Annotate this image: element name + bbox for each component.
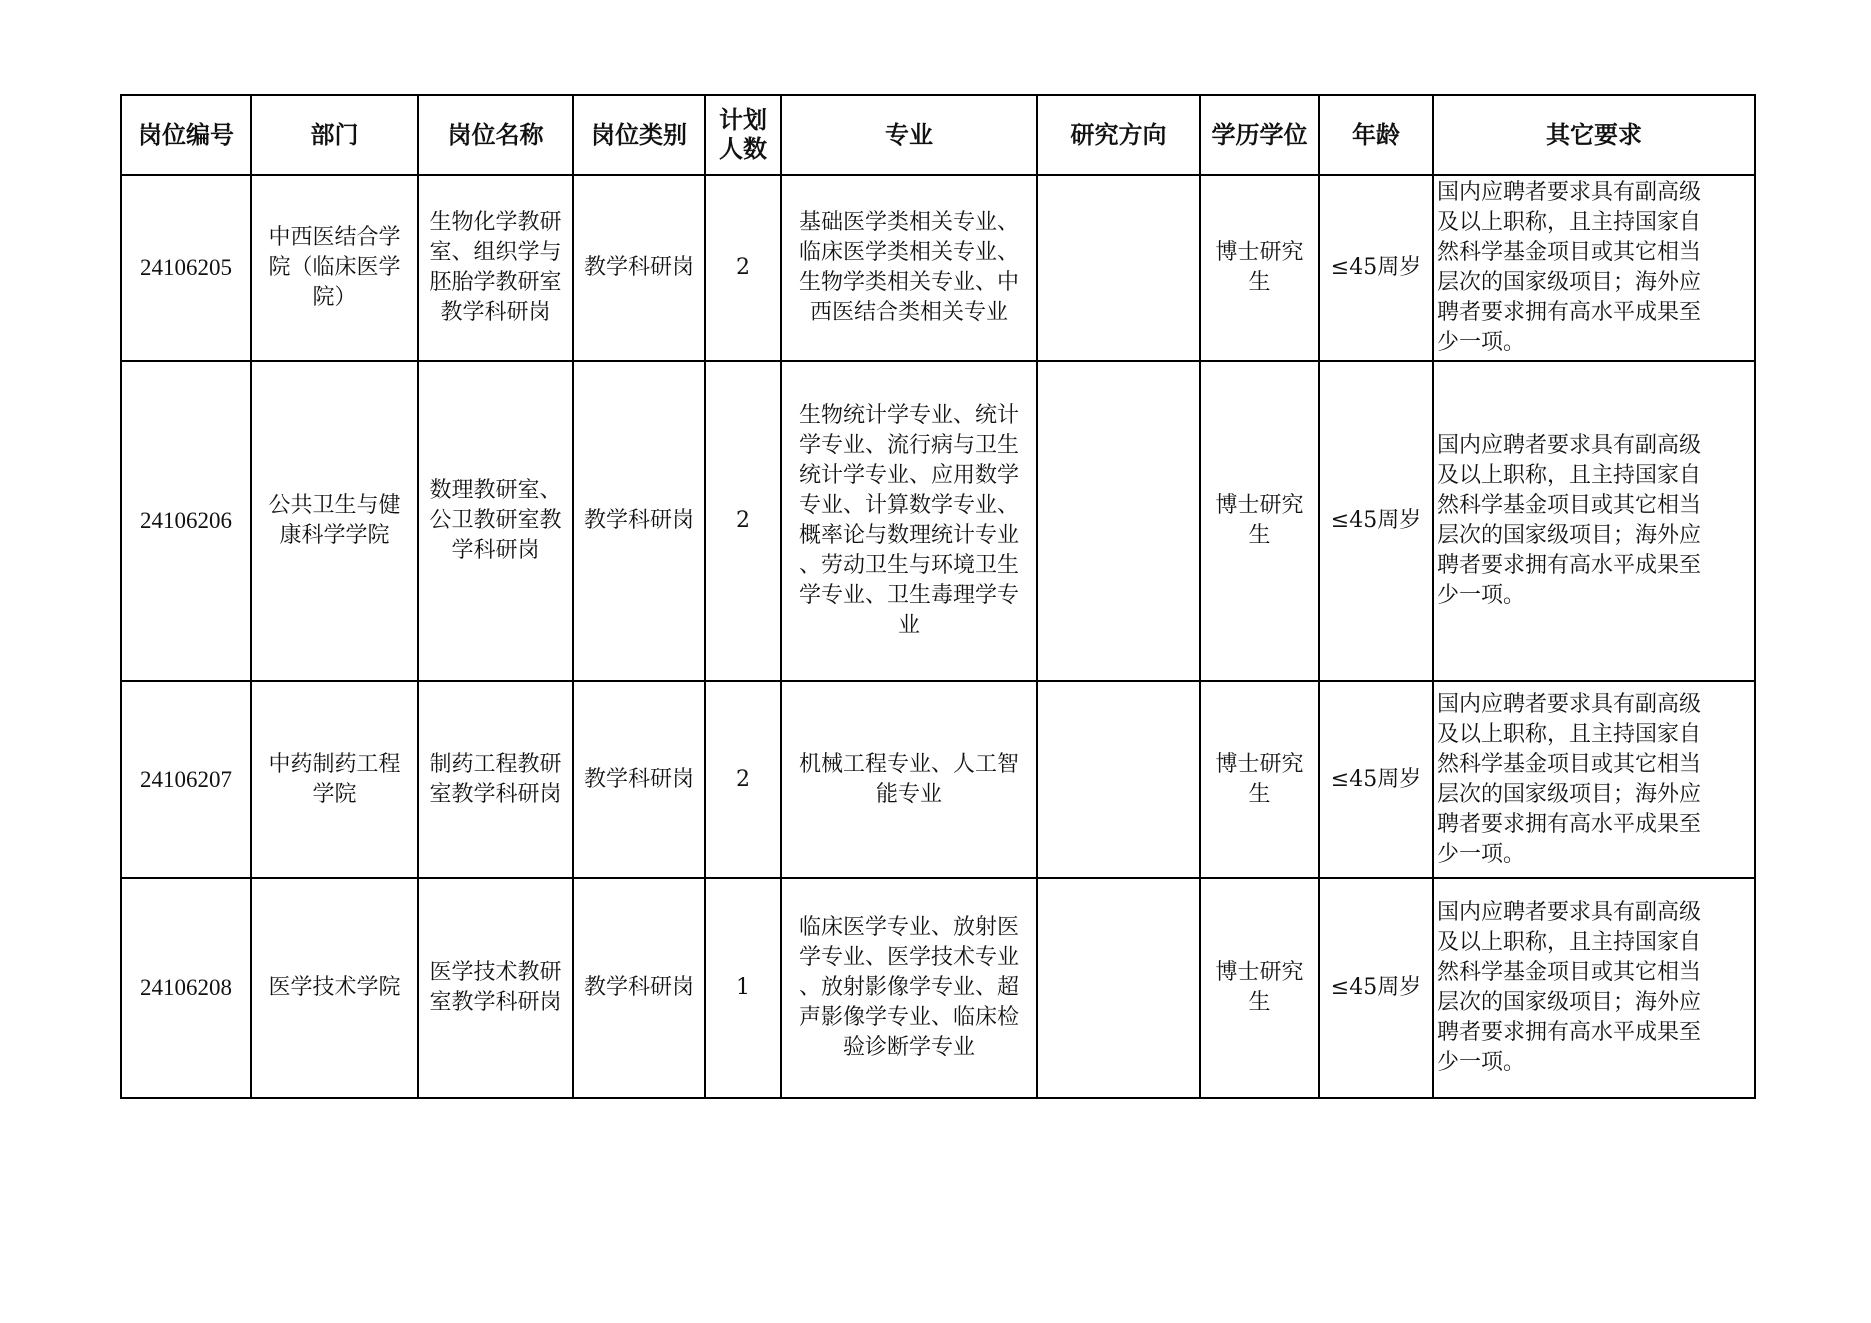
- cell-post-name-line: 胚胎学教研室: [429, 270, 562, 295]
- table-row: [121, 175, 1755, 361]
- cell-other-requirements: [1433, 361, 1755, 681]
- cell-major-line: 、劳动卫生与环境卫生: [798, 553, 1019, 578]
- table-row: [121, 878, 1755, 1098]
- cell-age: ≤45周岁: [1319, 878, 1433, 1098]
- cell-major-line: 机械工程专业、人工智: [798, 751, 1019, 777]
- cell-degree-line: 生: [1248, 270, 1271, 295]
- cell-other-requirements-line: 层次的国家级项目；海外应: [1437, 270, 1702, 295]
- cell-major-line: 学专业、流行病与卫生: [798, 433, 1019, 458]
- cell-department-line: 院）: [312, 285, 357, 310]
- cell-major-line: 声影像学专业、临床检: [798, 1005, 1019, 1030]
- cell-degree-line: 生: [1248, 781, 1271, 807]
- cell-major-line: 统计学专业、应用数学: [798, 463, 1019, 488]
- cell-department-line: 医学技术学院: [268, 975, 401, 1000]
- cell-plan-count: 2: [705, 681, 781, 878]
- cell-post-name: [418, 878, 573, 1098]
- header-department: 部门: [251, 95, 418, 175]
- cell-other-requirements-line: 然科学基金项目或其它相当: [1437, 493, 1702, 518]
- cell-other-requirements-line: 少一项。: [1437, 841, 1526, 867]
- cell-other-requirements: [1433, 681, 1755, 878]
- cell-department-line: 学院: [312, 781, 357, 807]
- cell-other-requirements-line: 聘者要求拥有高水平成果至: [1437, 1020, 1702, 1045]
- cell-department-line: 康科学学院: [279, 523, 390, 548]
- cell-other-requirements-line: 国内应聘者要求具有副高级: [1437, 900, 1702, 925]
- cell-degree-line: 生: [1248, 523, 1271, 548]
- cell-research-direction: [1037, 175, 1200, 361]
- cell-post-category: 教学科研岗: [573, 175, 705, 361]
- cell-major-line: 、放射影像学专业、超: [798, 975, 1019, 1000]
- cell-department-line: 中西医结合学: [268, 225, 401, 250]
- cell-degree-line: 博士研究: [1215, 751, 1304, 777]
- cell-post-name-line: 学科研岗: [451, 538, 540, 563]
- cell-other-requirements-line: 国内应聘者要求具有副高级: [1437, 180, 1702, 205]
- cell-major-line: 生物学类相关专业、中: [798, 270, 1019, 295]
- header-other-requirements: 其它要求: [1433, 95, 1755, 175]
- cell-post-name-line: 医学技术教研: [429, 960, 562, 985]
- cell-research-direction: [1037, 361, 1200, 681]
- cell-post-name-line: 室、组织学与: [429, 240, 562, 265]
- cell-major-line: 临床医学专业、放射医: [798, 915, 1019, 940]
- header-post-name: 岗位名称: [418, 95, 573, 175]
- header-age: 年龄: [1319, 95, 1433, 175]
- cell-major-line: 概率论与数理统计专业: [798, 523, 1019, 548]
- cell-plan-count: 1: [705, 878, 781, 1098]
- cell-age: ≤45周岁: [1319, 361, 1433, 681]
- cell-degree: [1200, 681, 1319, 878]
- cell-major-line: 能专业: [875, 781, 942, 807]
- cell-major-line: 生物统计学专业、统计: [798, 403, 1019, 428]
- header-degree: 学历学位: [1200, 95, 1319, 175]
- cell-major-line: 验诊断学专业: [842, 1035, 975, 1060]
- cell-major-line: 基础医学类相关专业、: [798, 210, 1019, 235]
- cell-degree: [1200, 175, 1319, 361]
- cell-post-id: 24106206: [121, 361, 251, 681]
- recruitment-table-container: [120, 94, 1756, 1099]
- cell-other-requirements-line: 及以上职称，且主持国家自: [1437, 463, 1702, 488]
- cell-plan-count: 2: [705, 175, 781, 361]
- cell-post-name-line: 数理教研室、: [429, 478, 562, 503]
- cell-post-name-line: 生物化学教研: [429, 210, 562, 235]
- cell-other-requirements-line: 国内应聘者要求具有副高级: [1437, 433, 1702, 458]
- cell-degree: [1200, 361, 1319, 681]
- cell-other-requirements: [1433, 878, 1755, 1098]
- cell-department-line: 院（临床医学: [268, 255, 401, 280]
- cell-other-requirements-line: 及以上职称，且主持国家自: [1437, 210, 1702, 235]
- cell-post-id: 24106208: [121, 878, 251, 1098]
- cell-major-line: 临床医学类相关专业、: [798, 240, 1019, 265]
- header-row: [121, 95, 1755, 175]
- cell-degree-line: 生: [1248, 990, 1271, 1015]
- cell-other-requirements-line: 然科学基金项目或其它相当: [1437, 240, 1702, 265]
- cell-other-requirements-line: 少一项。: [1437, 330, 1526, 355]
- cell-degree-line: 博士研究: [1215, 960, 1304, 985]
- cell-research-direction: [1037, 681, 1200, 878]
- cell-other-requirements-line: 聘者要求拥有高水平成果至: [1437, 553, 1702, 578]
- cell-post-category: 教学科研岗: [573, 878, 705, 1098]
- cell-other-requirements-line: 然科学基金项目或其它相当: [1437, 960, 1702, 985]
- header-post-id: 岗位编号: [121, 95, 251, 175]
- cell-degree-line: 博士研究: [1215, 493, 1304, 518]
- cell-post-id: 24106205: [121, 175, 251, 361]
- cell-department: [251, 361, 418, 681]
- header-plan-line: 计划: [719, 106, 767, 134]
- header-major: 专业: [781, 95, 1037, 175]
- recruitment-table: [120, 94, 1756, 1099]
- cell-post-name-line: 教学科研岗: [440, 300, 551, 325]
- cell-post-category: 教学科研岗: [573, 681, 705, 878]
- table-row: [121, 681, 1755, 878]
- cell-department-line: 公共卫生与健: [268, 493, 401, 518]
- cell-post-name: [418, 681, 573, 878]
- cell-department: [251, 175, 418, 361]
- cell-other-requirements: [1433, 175, 1755, 361]
- cell-other-requirements-line: 然科学基金项目或其它相当: [1437, 751, 1702, 777]
- cell-major: [781, 175, 1037, 361]
- cell-other-requirements-line: 层次的国家级项目；海外应: [1437, 523, 1702, 548]
- header-research-direction: 研究方向: [1037, 95, 1200, 175]
- cell-other-requirements-line: 少一项。: [1437, 1050, 1526, 1075]
- cell-post-name-line: 公卫教研室教: [429, 508, 562, 533]
- cell-age: ≤45周岁: [1319, 681, 1433, 878]
- cell-major: [781, 878, 1037, 1098]
- cell-post-name-line: 室教学科研岗: [429, 781, 562, 807]
- cell-other-requirements-line: 及以上职称，且主持国家自: [1437, 721, 1702, 747]
- cell-department: [251, 681, 418, 878]
- cell-plan-count: 2: [705, 361, 781, 681]
- cell-post-name: [418, 361, 573, 681]
- cell-other-requirements-line: 聘者要求拥有高水平成果至: [1437, 300, 1702, 325]
- cell-major-line: 业: [897, 613, 920, 638]
- cell-major-line: 学专业、卫生毒理学专: [798, 583, 1019, 608]
- header-plan-line: 人数: [719, 135, 767, 163]
- cell-post-id: 24106207: [121, 681, 251, 878]
- table-row: [121, 361, 1755, 681]
- cell-post-name: [418, 175, 573, 361]
- cell-degree-line: 博士研究: [1215, 240, 1304, 265]
- header-post-category: 岗位类别: [573, 95, 705, 175]
- cell-department-line: 中药制药工程: [268, 751, 401, 777]
- cell-major-line: 专业、计算数学专业、: [798, 493, 1019, 518]
- cell-degree: [1200, 878, 1319, 1098]
- cell-department: [251, 878, 418, 1098]
- cell-post-name-line: 制药工程教研: [429, 751, 562, 777]
- cell-age: ≤45周岁: [1319, 175, 1433, 361]
- cell-other-requirements-line: 聘者要求拥有高水平成果至: [1437, 811, 1702, 837]
- cell-other-requirements-line: 及以上职称，且主持国家自: [1437, 930, 1702, 955]
- cell-post-category: 教学科研岗: [573, 361, 705, 681]
- cell-research-direction: [1037, 878, 1200, 1098]
- cell-major-line: 学专业、医学技术专业: [798, 945, 1019, 970]
- cell-major: [781, 681, 1037, 878]
- cell-major-line: 西医结合类相关专业: [809, 300, 1008, 325]
- cell-major: [781, 361, 1037, 681]
- header-plan-count: [705, 95, 781, 175]
- cell-other-requirements-line: 少一项。: [1437, 583, 1526, 608]
- cell-post-name-line: 室教学科研岗: [429, 990, 562, 1015]
- cell-other-requirements-line: 层次的国家级项目；海外应: [1437, 781, 1702, 807]
- cell-other-requirements-line: 层次的国家级项目；海外应: [1437, 990, 1702, 1015]
- cell-other-requirements-line: 国内应聘者要求具有副高级: [1437, 691, 1702, 717]
